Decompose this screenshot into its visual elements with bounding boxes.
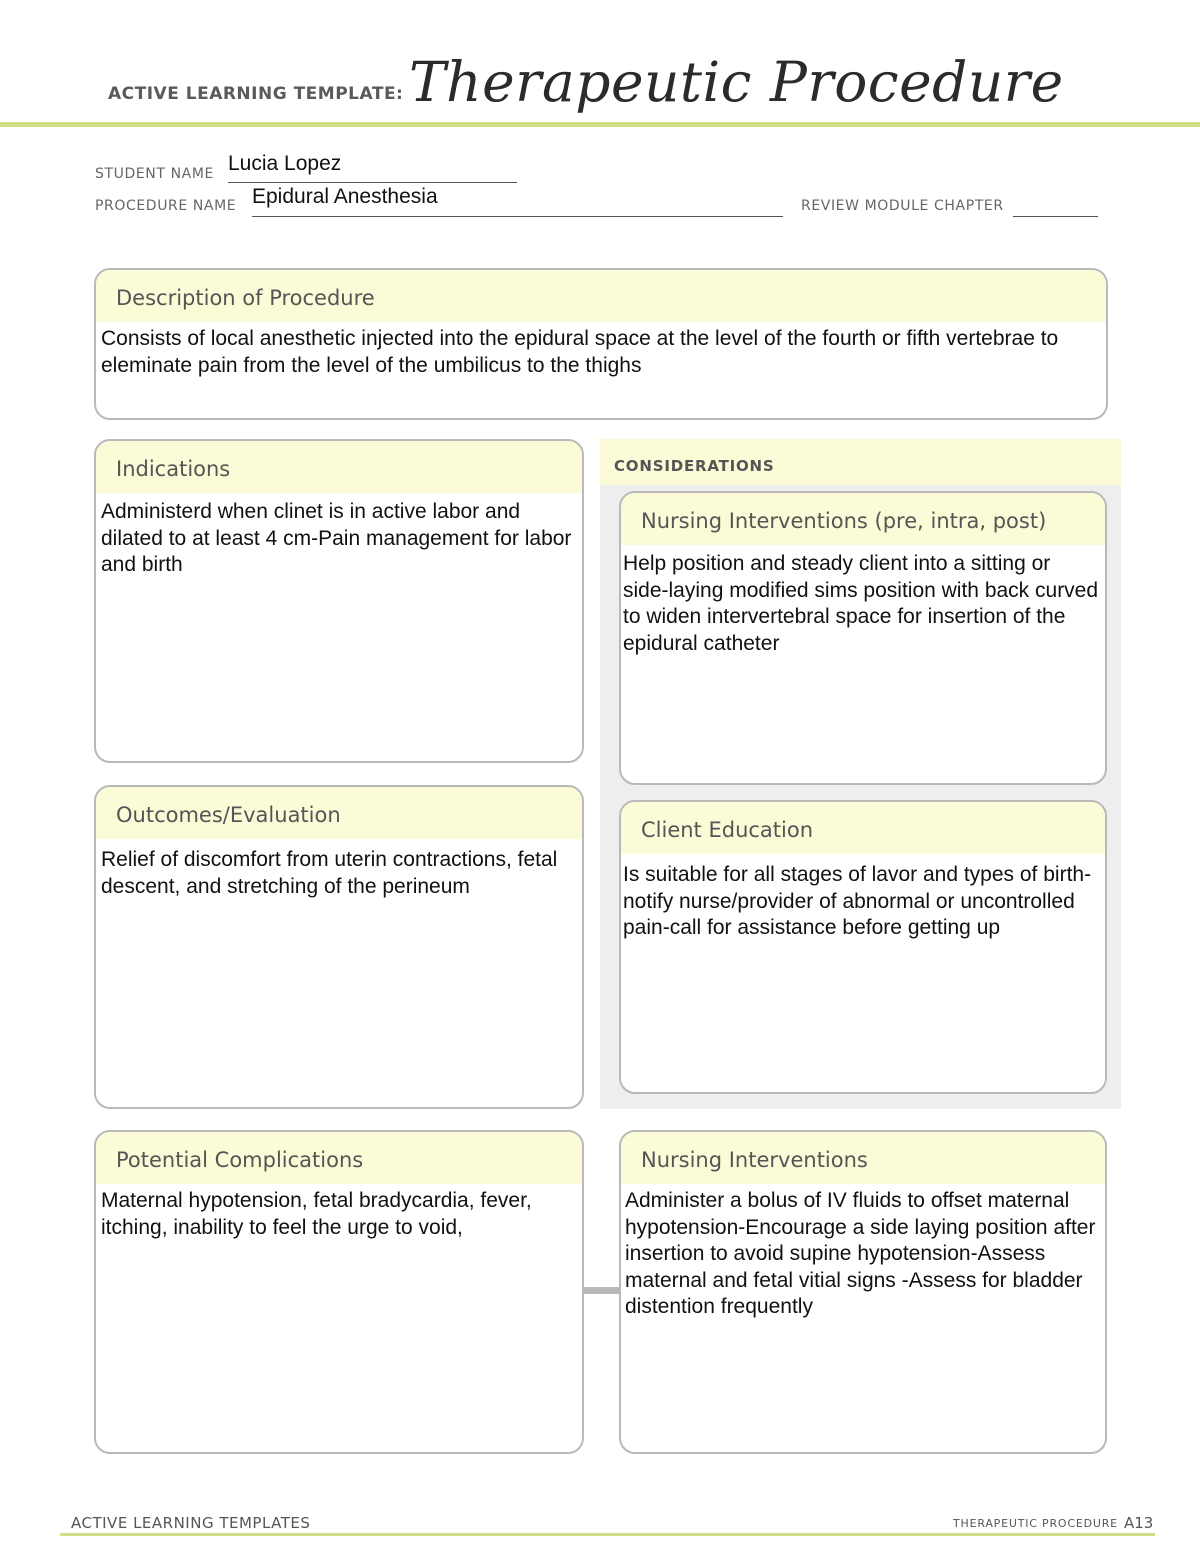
page-title: Therapeutic Procedure (409, 50, 1064, 114)
considerations-header (600, 439, 1121, 485)
description-heading: Description of Procedure (96, 270, 1106, 322)
review-module-field[interactable] (1013, 194, 1098, 217)
description-box (94, 268, 1108, 420)
client-education-box (619, 800, 1107, 1094)
indications-box (94, 439, 584, 763)
outcomes-heading: Outcomes/Evaluation (96, 787, 582, 839)
complications-box (94, 1130, 584, 1454)
outcomes-box (94, 785, 584, 1109)
client-education-text[interactable]: Is suitable for all stages of lavor and types of birth-notify nurse/provider of abnormal or uncontrolled pain-call for assistance before getting up (623, 863, 1092, 939)
student-name-value: Lucia Lopez (228, 152, 342, 175)
footer-left: ACTIVE LEARNING TEMPLATES (71, 1514, 311, 1532)
considerations-title: CONSIDERATIONS (614, 457, 775, 475)
nursing-interventions-box (619, 1130, 1107, 1454)
description-text[interactable]: Consists of local anesthetic injected into the epidural space at the level of the fourth or fifth vertebrae to eleminate pain from the level of the umbilicus to the thighs (101, 327, 1059, 377)
footer-right: THERAPEUTIC PROCEDURE (953, 1517, 1118, 1530)
nursing-interventions-pip-text[interactable]: Help position and steady client into a sitting or side-laying modified sims position with back curved to widen intervertebral space for insertion of the epidural catheter (623, 552, 1099, 655)
indications-heading: Indications (96, 441, 582, 493)
outcomes-text[interactable]: Relief of discomfort from uterin contractions, fetal descent, and stretching of the perineum (101, 848, 558, 898)
review-module-label: REVIEW MODULE CHAPTER (801, 198, 1004, 214)
box-connector (584, 1287, 620, 1294)
procedure-name-label: PROCEDURE NAME (95, 198, 237, 214)
procedure-name-value: Epidural Anesthesia (252, 185, 438, 208)
nursing-interventions-text[interactable]: Administer a bolus of IV fluids to offset maternal hypotension-Encourage a side laying position after insertion to avoid supine hypotension-Assess maternal and fetal vitial signs -Assess for bladder distention frequently (625, 1189, 1096, 1318)
nursing-interventions-pip-heading: Nursing Interventions (pre, intra, post) (621, 493, 1105, 545)
indications-text[interactable]: Administerd when clinet is in active labor and dilated to at least 4 cm-Pain management for labor and birth (101, 500, 572, 576)
client-education-heading: Client Education (621, 802, 1105, 854)
nursing-interventions-pip-box (619, 491, 1107, 785)
header-rule (0, 122, 1200, 127)
complications-heading: Potential Complications (96, 1132, 582, 1184)
nursing-interventions-heading: Nursing Interventions (621, 1132, 1105, 1184)
footer-rule (60, 1533, 1155, 1536)
template-label: ACTIVE LEARNING TEMPLATE: (108, 84, 404, 104)
complications-text[interactable]: Maternal hypotension, fetal bradycardia, fever, itching, inability to feel the urge to void, (101, 1189, 532, 1239)
student-name-label: STUDENT NAME (95, 166, 214, 182)
page-number: A13 (1124, 1514, 1154, 1532)
